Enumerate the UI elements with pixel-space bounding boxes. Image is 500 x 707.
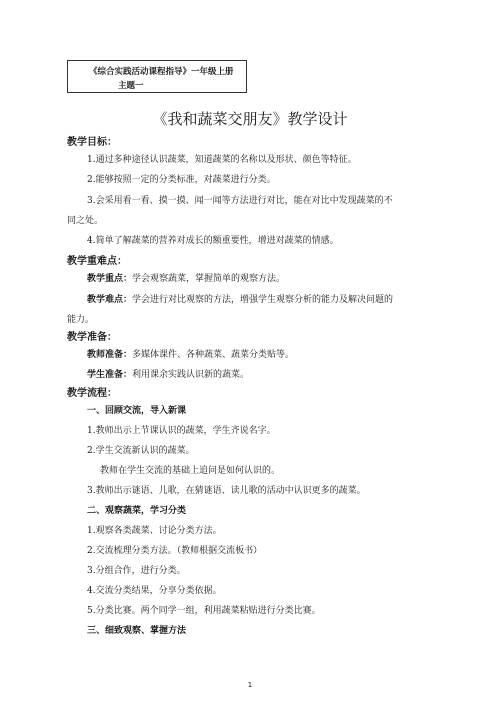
part3-title: 三、细致观察、掌握方法 (87, 626, 187, 636)
teacher-prep-row (87, 347, 294, 360)
key-point-label: 教学重点： (87, 274, 133, 284)
difficulty-label: 教学难点： (87, 295, 133, 305)
prep-heading: 教学准备： (67, 332, 117, 343)
flow-heading: 教学流程： (67, 388, 117, 399)
teacher-prep-label: 教师准备： (87, 350, 133, 360)
goal-item: 3.会采用看一看、摸一摸、闻一闻等方法进行对比，能在对比中发现蔬菜的不 (87, 196, 393, 206)
part1-item: 1.教师出示上节课认识的蔬菜，学生齐说名字。 (87, 426, 276, 436)
goal-item: 4.简单了解蔬菜的营养对成长的额重要性，增进对蔬菜的情感。 (87, 236, 339, 246)
key-points-heading: 教学重难点： (67, 256, 127, 267)
student-prep-text: 利用课余实践认识新的蔬菜。 (132, 370, 250, 380)
part1-item: 2.学生交流新认识的蔬菜。 (87, 446, 195, 456)
course-title: 《综合实践活动课程指导》一年级上册 (89, 67, 234, 77)
goal-item: 1.通过多种途径认识蔬菜，知道蔬菜的名称以及形状、颜色等特征。 (87, 155, 357, 165)
part2-item: 2.交流梳理分类方法。（教师根据交流板书） (87, 546, 263, 556)
goals-heading: 教学目标： (67, 137, 117, 148)
goal-item: 2.能够按照一定的分类标准，对蔬菜进行分类。 (87, 175, 276, 185)
part2-item: 4.交流分类结果，分享分类依据。 (87, 586, 222, 596)
teacher-prep-text: 多媒体课件、各种蔬菜、蔬菜分类贴等。 (132, 350, 295, 360)
difficulty-text: 学会进行对比观察的方法，增强学生观察分析的能力及解决问题的 (132, 295, 394, 305)
theme-label: 主题一 (118, 81, 144, 91)
part2-item: 5.分类比赛。两个同学一组，利用蔬菜粘贴进行分类比赛。 (87, 606, 321, 616)
key-point-row (87, 271, 285, 284)
document-title: 《我和蔬菜交朋友》教学设计 (152, 110, 348, 128)
page-number: 1 (247, 681, 253, 689)
difficulty-text-continued: 能力。 (67, 315, 95, 325)
header-box (67, 60, 247, 93)
goal-item: 同之处。 (67, 216, 104, 226)
part2-title: 二、观察蔬菜，学习分类 (87, 506, 187, 516)
part2-item: 3.分组合作，进行分类。 (87, 566, 186, 576)
part1-item: 教师在学生交流的基础上追问是如何认识的。 (100, 466, 281, 476)
student-prep-row (87, 367, 249, 380)
difficulty-row (87, 292, 393, 305)
key-point-text: 学会观察蔬菜，掌握简单的观察方法。 (132, 274, 286, 284)
part2-item: 1.观察各类蔬菜、讨论分类方法。 (87, 526, 222, 536)
part1-item: 3.教师出示谜语、儿歌，在猜谜语、读儿歌的活动中认识更多的蔬菜。 (87, 486, 366, 496)
part1-title: 一、回顾交流，导入新课 (87, 406, 187, 416)
student-prep-label: 学生准备： (87, 370, 133, 380)
